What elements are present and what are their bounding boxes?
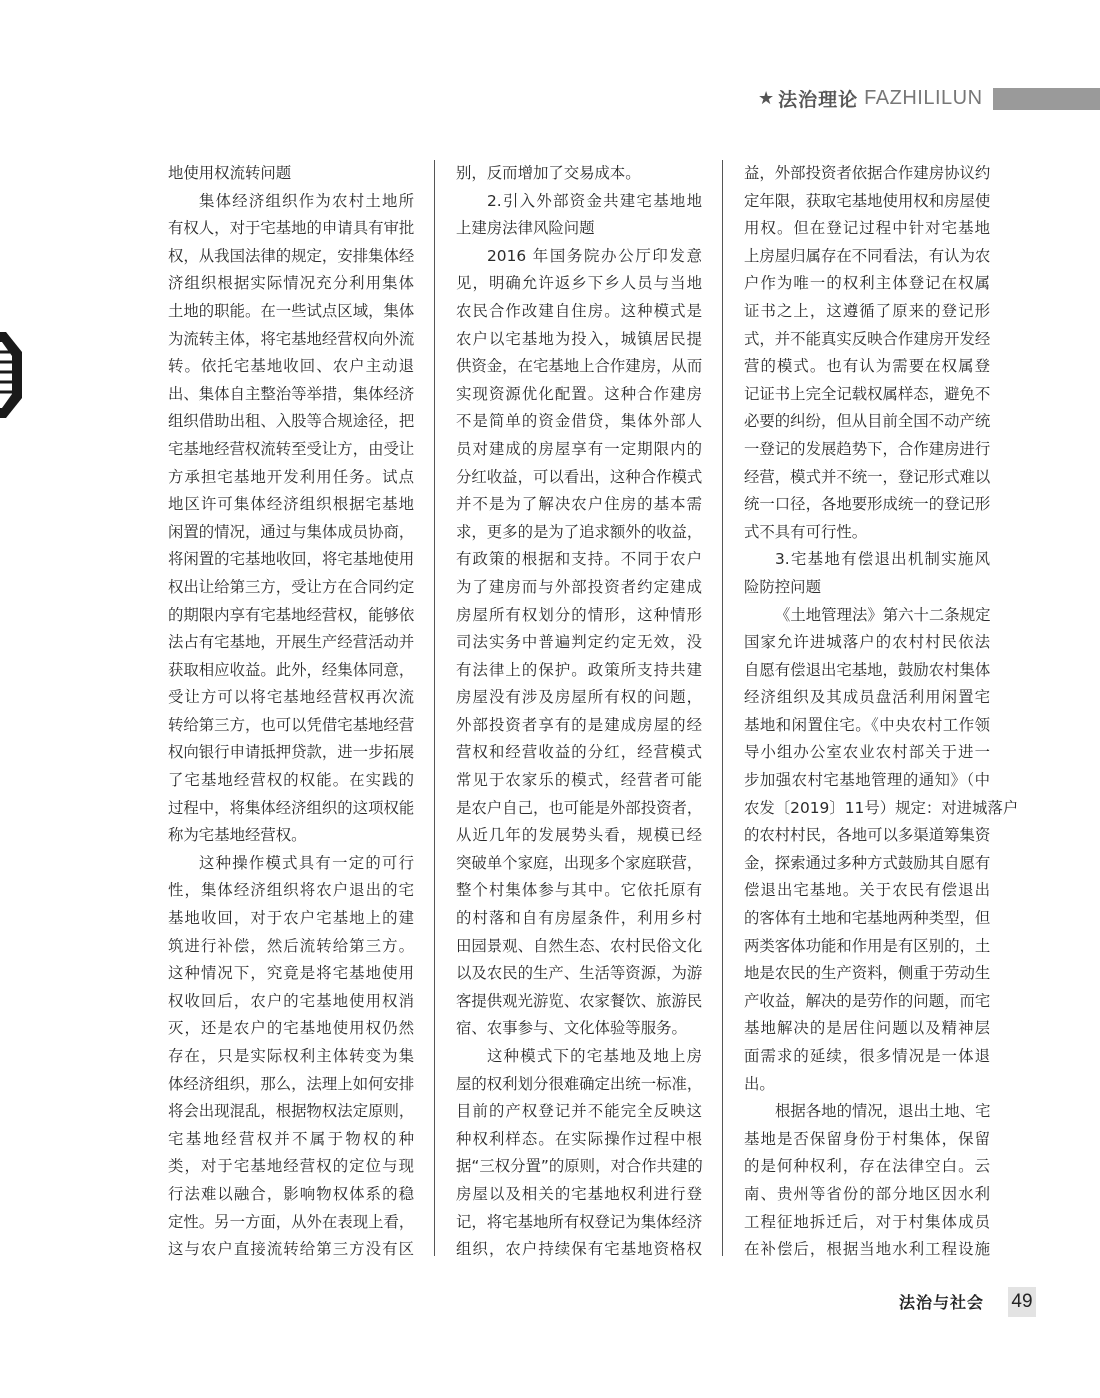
text-line: 了宅基地经营权的权能。在实践的 [168,771,414,790]
text-line: 金，探索通过多种方式鼓励其自愿有 [744,853,991,872]
text-line: 式，并不能真实反映合作建房开发经 [744,329,991,348]
paragraph [168,160,414,188]
text-line: 将会出现混乱，根据物权法定原则， [168,1102,415,1121]
text-line: 行法难以融合，影响物权体系的稳 [168,1184,414,1203]
text-line: 益，外部投资者依据合作建房协议约 [744,164,991,182]
text-line: 称为宅基地经营权。 [168,826,307,845]
text-line: 户作为唯一的权利主体登记在权属 [744,274,990,293]
text-line: 3.宅基地有偿退出机制实施风 [775,550,990,569]
text-line: 地使用权流转问题 [168,164,292,182]
text-line: 地区许可集体经济组织根据宅基地 [168,495,414,514]
text-line: 自愿有偿退出宅基地，鼓励农村集体 [744,660,991,679]
text-line: 在补偿后，根据当地水利工程设施 [744,1240,990,1259]
text-line: 宅基地经营权并不属于物权的种 [168,1129,414,1148]
text-line: 出。 [744,1074,775,1093]
text-line: 必要的纠纷，但从目前全国不动产统 [744,412,991,431]
text-line: 目前的产权登记并不能完全反映这 [456,1102,702,1121]
text-line: 南、贵州等省份的部分地区因水利 [744,1184,990,1203]
text-line: 体经济组织，那么，法理上如何安排 [168,1074,415,1093]
text-line: 客提供观光游览、农家餐饮、旅游民 [456,991,703,1010]
text-line: 获取相应收益。此外，经集体同意， [168,660,415,679]
text-line: 偿退出宅基地。关于农民有偿退出 [744,881,990,900]
text-line: 这种操作模式具有一定的可行 [199,853,414,872]
text-line: 基地和闲置住宅。《中央农村工作领 [744,715,990,734]
text-line: 的农村村民，各地可以多渠道筹集资 [744,826,991,845]
paragraph [456,188,702,243]
text-line: 导小组办公室农业农村部关于进一 [744,743,990,762]
emblem-icon [0,330,24,420]
text-line: 2.引入外部资金共建宅基地地 [487,191,702,210]
text-line: 出、集体自主整治等举措，集体经济 [168,384,415,403]
text-line: 权收回后，农户的宅基地使用权消 [168,991,414,1010]
text-line: 为流转主体，将宅基地经营权向外流 [168,329,415,348]
paragraph [168,188,414,850]
text-line: 法占有宅基地，开展生产经营活动并 [168,633,415,652]
text-line: 求，更多的是为了追求额外的收益， [456,522,703,541]
text-line: 并不是为了解决农户住房的基本需 [456,495,702,514]
text-line: 的是何种权利，存在法律空白。云 [744,1157,990,1176]
text-line: 常见于农家乐的模式，经营者可能 [456,771,702,790]
text-line: 是农户自己，也可能是外部投资者， [456,798,703,817]
text-line: 从近几年的发展势头看，规模已经 [456,826,702,845]
text-line: 的村落和自有房屋条件，利用乡村 [456,909,702,928]
paragraph [456,243,702,1043]
text-line: 济组织根据实际情况充分利用集体 [168,274,414,293]
text-line: 基地是否保留身份于村集体，保留 [744,1129,990,1148]
text-line: 记证书上完全记载权属样态，避免不 [744,384,991,403]
text-line: 宿、农事参与、文化体验等服务。 [456,1019,687,1038]
text-line: 上建房法律风险问题 [456,219,595,238]
text-line: 以及农民的生产、生活等资源，为游 [456,964,703,983]
text-line: 突破单个家庭，出现多个家庭联营， [456,853,703,872]
text-line: 员对建成的房屋享有一定期限内的 [456,439,702,458]
text-line: 过程中，将集体经济组织的这项权能 [168,798,415,817]
text-line: 基地收回，对于农户宅基地上的建 [168,909,414,928]
text-line: 据“三权分置”的原则，对合作共建的 [456,1157,703,1176]
text-line: 闲置的情况，通过与集体成员协商， [168,522,415,541]
text-line: 外部投资者享有的是建成房屋的经 [456,715,702,734]
text-line: 营权和经营收益的分红，经营模式 [456,743,702,762]
text-line: 这种情况下，究竟是将宅基地使用 [168,964,414,983]
text-line: 两类客体功能和作用是有区别的，土 [744,936,991,955]
text-line: 一登记的发展趋势下，合作建房进行 [744,439,991,458]
text-line: 权向银行申请抵押贷款，进一步拓展 [168,743,415,762]
paragraph [744,160,990,546]
text-line: 房屋所有权划分的情形，这种情形 [456,605,702,624]
text-line: 统一口径，各地要形成统一的登记形 [744,495,991,514]
text-line: 别，反而增加了交易成本。 [456,164,641,182]
text-line: 种权利样态。在实际操作过程中根 [456,1129,702,1148]
page-number: 49 [1008,1287,1036,1317]
text-line: 的客体有土地和宅基地两种类型，但 [744,909,991,928]
text-line: 分红收益，可以看出，这种合作模式 [456,467,703,486]
section-title-cn: 法治理论 [778,88,859,111]
text-line: 土地的职能。在一些试点区域，集体 [168,301,415,320]
text-line: 房屋以及相关的宅基地权利进行登 [456,1184,702,1203]
text-line: 产收益，解决的是劳作的问题，而宅 [744,991,991,1010]
text-line: 2016 年国务院办公厅印发意 [487,246,702,265]
text-line: 组织借助出租、入股等合规途径，把 [168,412,415,431]
paragraph [744,546,990,601]
column-divider [722,160,723,1256]
text-line: 宅基地经营权流转至受让方，由受让 [168,439,415,458]
text-line: 性，集体经济组织将农户退出的宅 [168,881,414,900]
text-line: 有权人，对于宅基地的申请具有审批 [168,219,415,238]
text-line: 筑进行补偿，然后流转给第三方。 [168,936,414,955]
text-line: 式不具有可行性。 [744,522,868,541]
text-line: 权出让给第三方，受让方在合同约定 [168,577,415,596]
text-line: 根据各地的情况，退出土地、宅 [775,1102,991,1121]
journal-title: 法治与社会 [899,1293,985,1312]
text-line: 存在，只是实际权利主体转变为集 [168,1047,414,1065]
text-line: 有政策的根据和支持。不同于农户 [456,550,702,569]
text-line: 农发〔2019〕11号）规定：对进城落户 [744,798,1019,817]
paragraph [456,160,702,188]
text-line: 集体经济组织作为农村土地所 [199,191,414,210]
text-column-2 [456,160,702,1264]
text-line: 为了建房而与外部投资者约定建成 [456,577,702,596]
text-line: 《土地管理法》第六十二条规定 [775,605,991,624]
text-line: 国家允许进城落户的农村村民依法 [744,633,990,652]
text-line: 经营，模式并不统一，登记形式难以 [744,467,991,486]
text-line: 转。依托宅基地收回、农户主动退 [168,357,414,376]
text-line: 地是农民的生产资料，侧重于劳动生 [744,964,991,983]
column-divider [434,160,435,1256]
section-header [758,84,983,112]
text-line: 类，对于宅基地经营权的定位与现 [168,1157,414,1176]
text-line: 司法实务中普遍判定约定无效，没 [456,633,702,652]
text-line: 权，从我国法律的规定，安排集体经 [168,246,415,265]
paragraph [744,1098,990,1264]
paragraph [744,602,1019,1099]
text-line: 定性。另一方面，从外在表现上看， [168,1212,415,1231]
text-line: 经济组织及其成员盘活利用闲置宅 [744,688,990,707]
text-line: 这种模式下的宅基地及地上房 [487,1047,702,1065]
text-line: 上房屋归属存在不同看法，有认为农 [744,246,991,265]
paragraph [168,850,414,1264]
text-column-3 [744,160,1019,1264]
text-line: 房屋没有涉及房屋所有权的问题， [456,688,702,707]
text-line: 将闲置的宅基地收回，将宅基地使用 [168,550,415,569]
header-bar [993,88,1100,110]
text-line: 基地解决的是居住问题以及精神层 [744,1019,990,1038]
text-line: 见，明确允许返乡下乡人员与当地 [456,274,702,293]
text-line: 工程征地拆迁后，对于村集体成员 [744,1212,990,1231]
text-line: 灭，还是农户的宅基地使用权仍然 [168,1019,414,1038]
text-line: 方承担宅基地开发利用任务。试点 [168,467,414,486]
text-line: 险防控问题 [744,577,821,596]
text-line: 定年限，获取宅基地使用权和房屋使 [744,191,991,210]
text-line: 组织，农户持续保有宅基地资格权 [456,1240,702,1259]
text-line: 农户以宅基地为投入，城镇居民提 [456,329,702,348]
text-line: 转给第三方，也可以凭借宅基地经营 [168,715,415,734]
star-icon: ★ [758,87,775,109]
text-line: 受让方可以将宅基地经营权再次流 [168,688,414,707]
text-line: 营的模式。也有认为需要在权属登 [744,357,990,376]
text-line: 供资金，在宅基地上合作建房，从而 [456,357,703,376]
text-line: 面需求的延续，很多情况是一体退 [744,1047,990,1065]
text-line: 这与农户直接流转给第三方没有区 [168,1240,414,1259]
text-line: 步加强农村宅基地管理的通知》（中 [744,771,990,790]
section-title-en: FAZHILILUN [864,86,983,109]
text-line: 不是简单的资金借贷，集体外部人 [456,412,702,431]
text-line: 有法律上的保护。政策所支持共建 [456,660,702,679]
paragraph [456,1043,702,1264]
text-line: 屋的权利划分很难确定出统一标准， [456,1074,703,1093]
text-column-1 [168,160,414,1264]
text-line: 记，将宅基地所有权登记为集体经济 [456,1212,703,1231]
text-line: 田园景观、自然生态、农村民俗文化 [456,936,703,955]
text-line: 实现资源优化配置。这种合作建房 [456,384,702,403]
text-line: 的期限内享有宅基地经营权，能够依 [168,605,415,624]
text-line: 整个村集体参与其中。它依托原有 [456,881,702,900]
text-line: 证书之上，这遵循了原来的登记形 [744,301,990,320]
text-line: 农民合作改建自住房。这种模式是 [456,301,702,320]
text-line: 用权。但在登记过程中针对宅基地 [744,219,990,238]
